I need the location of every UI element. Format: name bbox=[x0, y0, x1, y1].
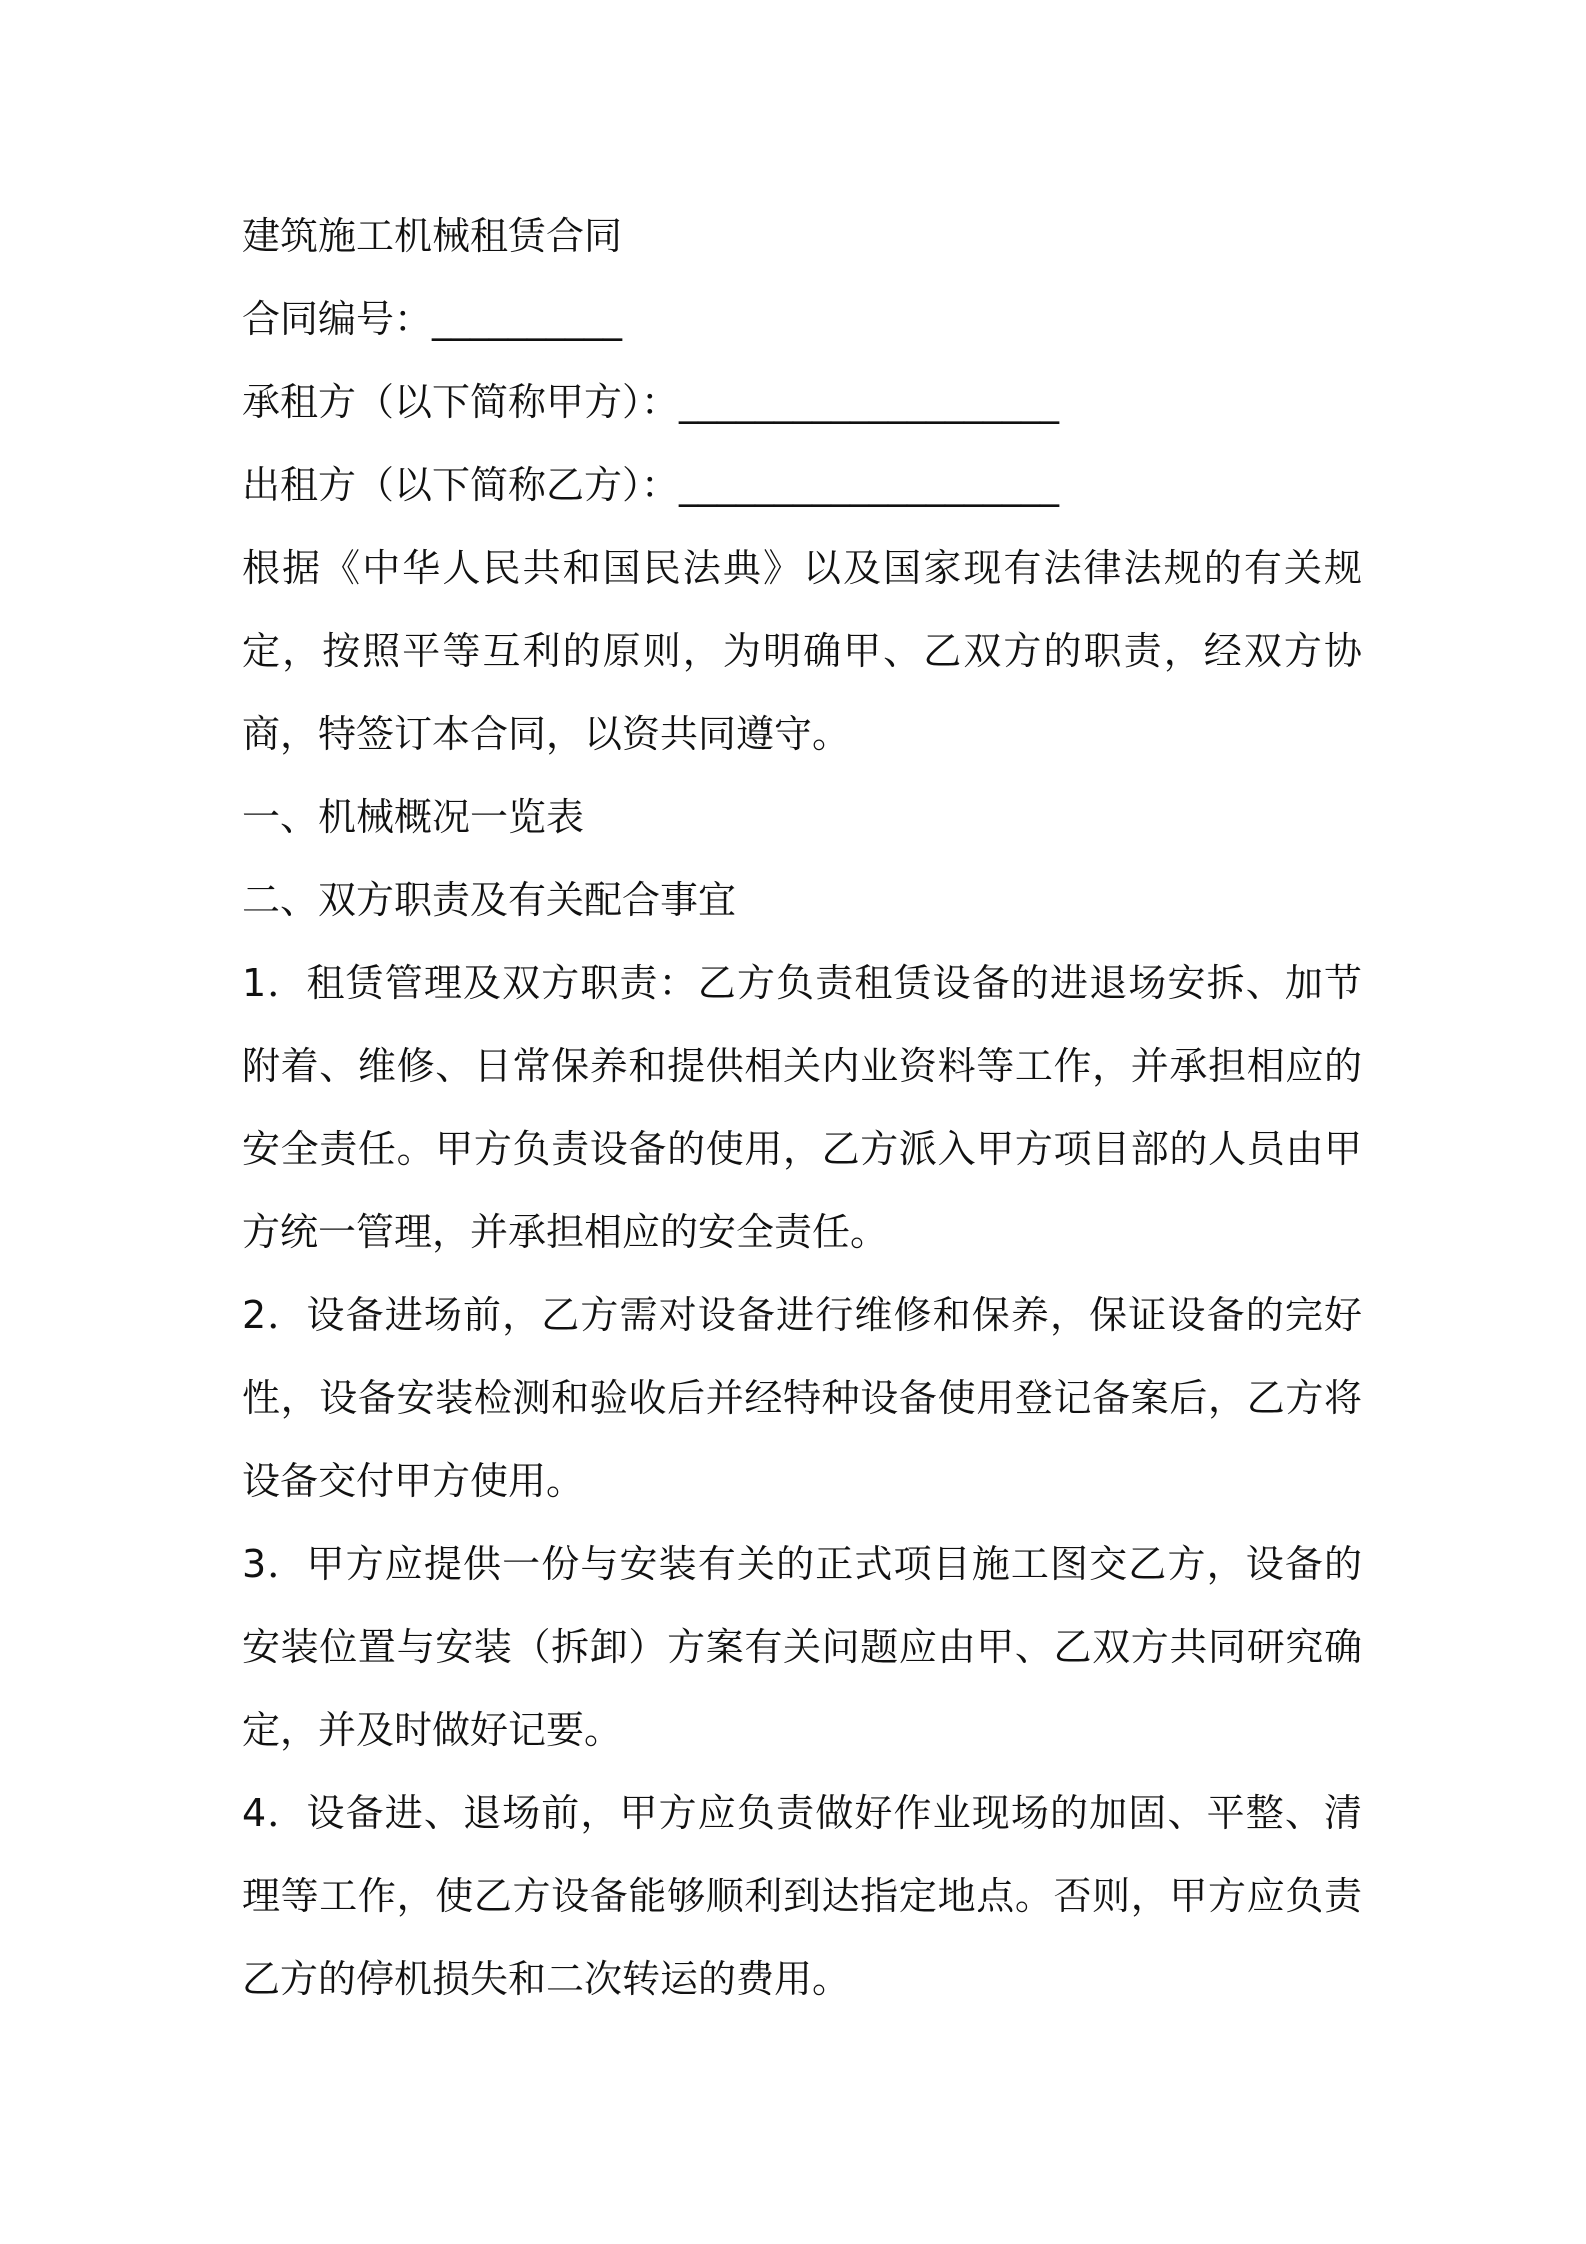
clause-3: 3．甲方应提供一份与安装有关的正式项目施工图交乙方，设备的安装位置与安装（拆卸）方案有关问题应由甲、乙双方共同研究确定，并及时做好记要。 bbox=[242, 1542, 1362, 1752]
section-heading-1: 一、机械概况一览表 bbox=[242, 795, 585, 839]
lessee-line: 承租方（以下简称甲方）：____________________ bbox=[242, 380, 1060, 424]
document-title: 建筑施工机械租赁合同 bbox=[242, 214, 623, 258]
contract-number-line: 合同编号：__________ bbox=[242, 297, 623, 341]
document-body bbox=[242, 195, 1362, 2021]
clause-4: 4．设备进、退场前，甲方应负责做好作业现场的加固、平整、清理等工作，使乙方设备能够顺利到达指定地点。否则，甲方应负责乙方的停机损失和二次转运的费用。 bbox=[242, 1791, 1362, 2001]
clause-1: 1．租赁管理及双方职责：乙方负责租赁设备的进退场安拆、加节附着、维修、日常保养和提供相关内业资料等工作，并承担相应的安全责任。甲方负责设备的使用，乙方派入甲方项目部的人员由甲方统一管理，并承担相应的安全责任。 bbox=[242, 961, 1362, 1254]
clause-2: 2．设备进场前，乙方需对设备进行维修和保养，保证设备的完好性，设备安装检测和验收后并经特种设备使用登记备案后，乙方将设备交付甲方使用。 bbox=[242, 1293, 1362, 1503]
intro-paragraph: 根据《中华人民共和国民法典》以及国家现有法律法规的有关规定，按照平等互利的原则，为明确甲、乙双方的职责，经双方协商，特签订本合同，以资共同遵守。 bbox=[242, 546, 1362, 756]
section-heading-2: 二、双方职责及有关配合事宜 bbox=[242, 878, 737, 922]
lessor-line: 出租方（以下简称乙方）：____________________ bbox=[242, 463, 1060, 507]
